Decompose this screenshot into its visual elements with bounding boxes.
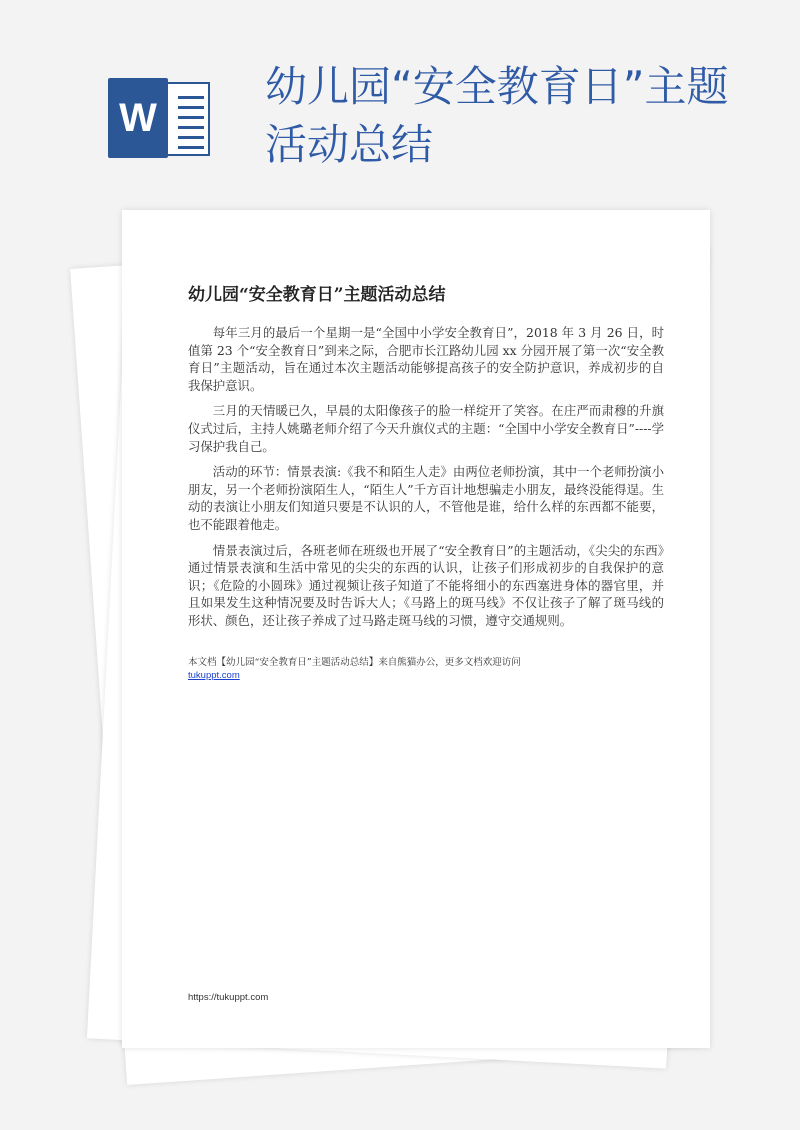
- source-note-text: 本文档【幼儿园“安全教育日”主题活动总结】来自熊猫办公，更多文档欢迎访问: [188, 657, 521, 668]
- document-title: 幼儿园“安全教育日”主题活动总结: [188, 285, 446, 305]
- source-link[interactable]: tukuppt.com: [188, 670, 240, 681]
- paragraph: 每年三月的最后一个星期一是“全国中小学安全教育日”，2018 年 3 月 26 日，时值第 23 个“安全教育日”到来之际，合肥市长江路幼儿园 xx 分园开展了第一次“安全教育日”主题活动，旨在通过本次主题活动能够提高孩子的安全防护意识，养成初步的自我保护意识。: [188, 325, 664, 393]
- header-title: 幼儿园“安全教育日”主题活动总结: [265, 62, 729, 169]
- source-note: [188, 656, 668, 682]
- document-page: [122, 210, 710, 1048]
- word-document-icon: [108, 78, 212, 158]
- page-footer-url: https://tukuppt.com: [188, 992, 269, 1003]
- paragraph: 情景表演过后，各班老师在班级也开展了“安全教育日”的主题活动，《尖尖的东西》通过情景表演和生活中常见的尖尖的东西的认识，让孩子们形成初步的自我保护的意识；《危险的小圆珠》通过视频让孩子知道了不能将细小的东西塞进身体的器官里，并且如果发生这种情况要及时告诉大人；《马路上的斑马线》不仅让孩子了解了斑马线的形状、颜色，还让孩子养成了过马路走斑马线的习惯，遵守交通规则。: [188, 542, 664, 628]
- paragraph: 三月的天情暖已久，早晨的太阳像孩子的脸一样绽开了笑容。在庄严而肃穆的升旗仪式过后，主持人姚璐老师介绍了今天升旗仪式的主题：“全国中小学安全教育日”----学习保护我自己。: [188, 403, 664, 454]
- document-body: [188, 324, 664, 638]
- word-w-tile: W: [108, 78, 168, 158]
- paragraph: 活动的环节：情景表演:《我不和陌生人走》由两位老师扮演，其中一个老师扮演小朋友，另一个老师扮演陌生人，“陌生人”千方百计地想骗走小朋友，最终没能得逞。生动的表演让小朋友们知道只要是不认识的人，不管他是谁，给什么样的东西都不能要，也不能跟着他走。: [188, 464, 664, 532]
